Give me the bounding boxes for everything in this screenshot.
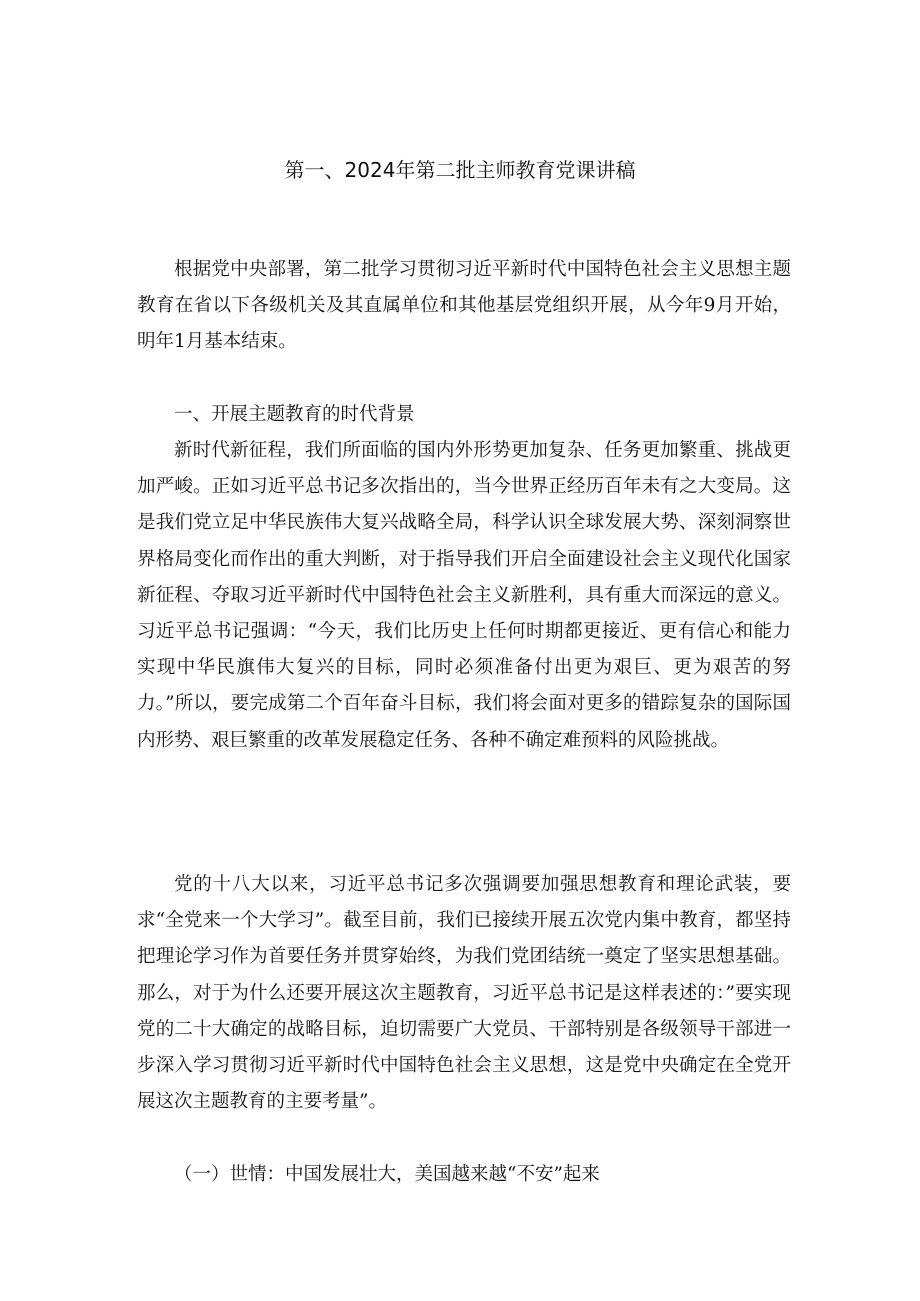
paragraph-study — [137, 867, 791, 1120]
paragraph-intro — [137, 252, 791, 361]
paragraph-text: 根据党中央部署，第二批学习贯彻习近平新时代中国特色社会主义思想主题教育在省以下各级机关及其直属单位和其他基层党组织开展，从今年9月开始，明年1月基本结束。 — [137, 259, 791, 353]
document-title: 第一、2024年第二批主师教育党课讲稿 — [284, 158, 636, 182]
paragraph-new-era — [137, 433, 791, 759]
paragraph-text: 党的十八大以来，习近平总书记多次强调要加强思想教育和理论武装，要求“全党来一个大学习”。截至目前，我们已接续开展五次党内集中教育，都坚持把理论学习作为首要任务并贯穿始终，为我们党团结统一奠定了坚实思想基础。那么，对于为什么还要开展这次主题教育，习近平总书记是这样表述的：”要实现党的二十大确定的战略目标，迫切需要广大党员、干部特别是各级领导干部进一步深入学习贯彻习近平新时代中国特色社会主义思想，这是党中央确定在全党开展这次主题教育的主要考量”。 — [137, 874, 791, 1113]
section-heading-background — [137, 397, 791, 433]
subsection-heading-world — [137, 1157, 791, 1193]
paragraph-text: 新时代新征程，我们所面临的国内外形势更加复杂、任务更加繁重、挑战更加严峻。正如习近平总书记多次指出的，当今世界正经历百年未有之大变局。这是我们党立足中华民族伟大复兴战略全局，科学认识全球发展大势、深刻洞察世界格局变化而作出的重大判断，对于指导我们开启全面建设社会主义现代化国家新征程、夺取习近平新时代中国特色社会主义新胜利，具有重大而深远的意义。习近平总书记强调：“今天，我们比历史上任何时期都更接近、更有信心和能力实现中华民旗伟大复兴的目标，同时必须准备付出更为艰巨、更为艰苦的努力。”所以，要完成第二个百年奋斗目标，我们将会面对更多的错踪复杂的国际国内形势、艰巨繁重的改革发展稳定任务、各种不确定难预料的风险挑战。 — [137, 440, 791, 751]
section-heading-text: 一、开展主题教育的时代背景 — [174, 404, 415, 425]
subsection-heading-text: （一）世情：中国发展壮大，美国越来越“不安”起来 — [174, 1164, 600, 1185]
